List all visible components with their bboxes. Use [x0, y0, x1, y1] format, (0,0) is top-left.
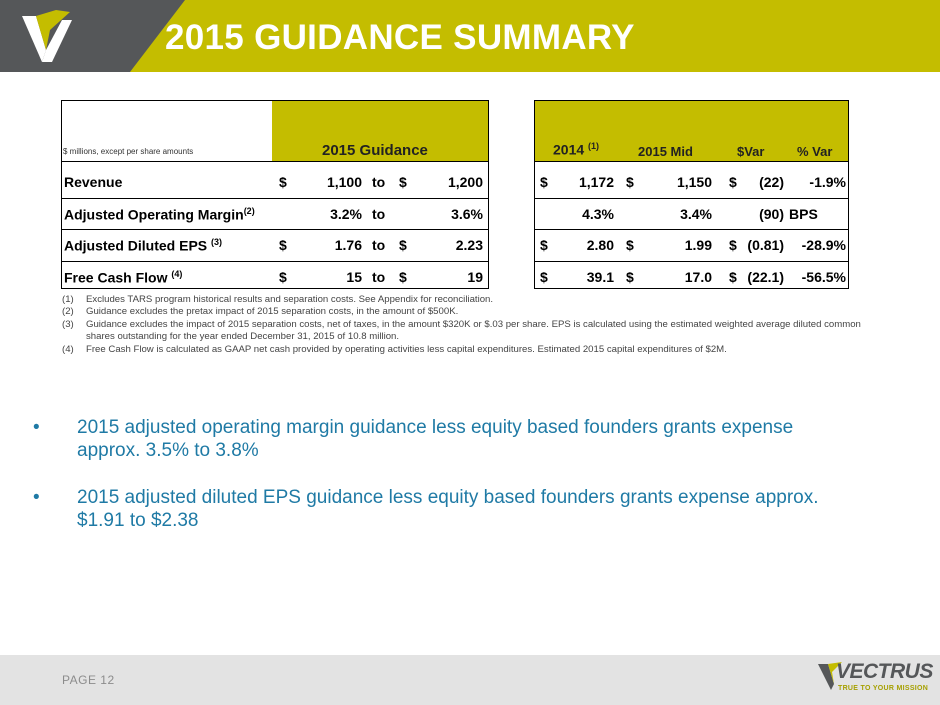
row-label-text: Adjusted Diluted EPS — [64, 237, 208, 254]
footnotes — [62, 294, 882, 356]
row-label: Revenue — [64, 174, 123, 190]
row-divider — [534, 261, 849, 262]
row-divider — [61, 261, 489, 262]
col-header-var: $Var — [737, 144, 765, 159]
y2014-value: 2.80 — [586, 237, 614, 253]
mid-value: 1.99 — [684, 237, 712, 253]
col-header-2014 — [553, 141, 599, 158]
high-value: 19 — [467, 269, 483, 285]
var-currency: $ — [729, 174, 737, 190]
var-value: (22.1) — [747, 269, 784, 285]
mid-currency: $ — [626, 269, 634, 285]
low-value: 1.76 — [334, 237, 362, 253]
pct-value: -28.9% — [801, 237, 846, 253]
to-word: to — [372, 206, 386, 222]
mid-value: 17.0 — [684, 269, 712, 285]
units-label: $ millions, except per share amounts — [63, 147, 194, 156]
var-currency: $ — [729, 237, 737, 253]
footnote-number: (2) — [62, 306, 74, 318]
to-word: to — [372, 174, 386, 190]
row-label — [64, 237, 222, 254]
low-value: 15 — [346, 269, 362, 285]
footnote — [62, 306, 882, 318]
y2014-value: 1,172 — [578, 174, 614, 190]
to-word: to — [372, 269, 386, 285]
footnote-number: (4) — [62, 343, 74, 355]
footnote-text: Guidance excludes the impact of 2015 separation costs, net of taxes, in the amount $320K or $.03 per share. EPS is calculated using the estimated weighted average diluted common shares outstanding for the year ended December 31, 2015 of 10.8 million. — [86, 318, 861, 343]
y2014-value: 4.3% — [582, 206, 614, 222]
y2014-value: 39.1 — [586, 269, 614, 285]
vectrus-v-logo-icon — [20, 10, 90, 64]
col-header-guidance: 2015 Guidance — [322, 142, 428, 159]
high-value: 2.23 — [455, 237, 483, 253]
bullet-item — [33, 486, 853, 532]
footnote-text: Free Cash Flow is calculated as GAAP net cash provided by operating activities less capital expenditures. Estimated 2015 capital expenditures of $2M. — [86, 343, 727, 355]
row-footnote-ref: (3) — [211, 237, 223, 247]
to-word: to — [372, 237, 386, 253]
row-label — [64, 206, 255, 223]
row-divider — [61, 229, 489, 230]
low-currency: $ — [279, 269, 287, 285]
footnote — [62, 319, 882, 344]
row-divider — [61, 161, 489, 162]
var-value: (90) — [759, 206, 784, 222]
low-value: 1,100 — [326, 174, 362, 190]
bullet-list — [33, 416, 853, 556]
row-divider — [534, 161, 849, 162]
low-value: 3.2% — [330, 206, 362, 222]
footnote-text: Guidance excludes the pretax impact of 2015 separation costs, in the amount of $500K. — [86, 306, 459, 318]
footnote-number: (3) — [62, 318, 74, 330]
mid-value: 1,150 — [676, 174, 712, 190]
bullet-item — [33, 416, 853, 462]
mid-currency: $ — [626, 237, 634, 253]
footnote-number: (1) — [62, 294, 74, 305]
row-divider — [61, 198, 489, 199]
col-header-2014-note: (1) — [588, 141, 600, 151]
pct-value: -56.5% — [801, 269, 846, 285]
y2014-currency: $ — [540, 269, 548, 285]
high-value: 3.6% — [451, 206, 483, 222]
footnote — [62, 294, 882, 306]
row-label-text: Free Cash Flow — [64, 269, 168, 286]
brand-tagline: TRUE TO YOUR MISSION — [838, 685, 929, 692]
footnote — [62, 344, 882, 356]
row-label — [64, 269, 182, 286]
low-currency: $ — [279, 174, 287, 190]
row-divider — [534, 229, 849, 230]
y2014-currency: $ — [540, 174, 548, 190]
var-currency: $ — [729, 269, 737, 285]
pct-value: BPS — [789, 206, 818, 222]
page-title: 2015 GUIDANCE SUMMARY — [165, 18, 635, 57]
bullet-symbol: • — [33, 417, 40, 438]
brand-name: VECTRUS — [836, 660, 933, 683]
row-footnote-ref: (2) — [243, 206, 255, 216]
row-label-text: Adjusted Operating Margin — [64, 206, 244, 223]
page-number: PAGE 12 — [62, 673, 115, 687]
col-header-pct: % Var — [797, 144, 833, 159]
pct-value: -1.9% — [809, 174, 846, 190]
bullet-symbol: • — [33, 487, 40, 508]
footnote-text: Excludes TARS program historical results and separation costs. See Appendix for reconciliation. — [86, 294, 494, 305]
bullet-text: 2015 adjusted operating margin guidance less equity based founders grants expense approx. 3.5% to 3.8% — [77, 417, 794, 461]
col-header-mid: 2015 Mid — [638, 144, 693, 159]
mid-currency: $ — [626, 174, 634, 190]
row-divider — [534, 198, 849, 199]
y2014-currency: $ — [540, 237, 548, 253]
bullet-text: 2015 adjusted diluted EPS guidance less equity based founders grants expense approx. $1.91 to $2.38 — [77, 487, 819, 531]
high-currency: $ — [399, 174, 407, 190]
row-footnote-ref: (4) — [171, 269, 183, 279]
var-value: (0.81) — [747, 237, 784, 253]
var-value: (22) — [759, 174, 784, 190]
high-value: 1,200 — [447, 174, 483, 190]
low-currency: $ — [279, 237, 287, 253]
col-header-2014-label: 2014 — [553, 141, 585, 158]
high-currency: $ — [399, 269, 407, 285]
mid-value: 3.4% — [680, 206, 712, 222]
high-currency: $ — [399, 237, 407, 253]
footer-band — [0, 655, 940, 705]
